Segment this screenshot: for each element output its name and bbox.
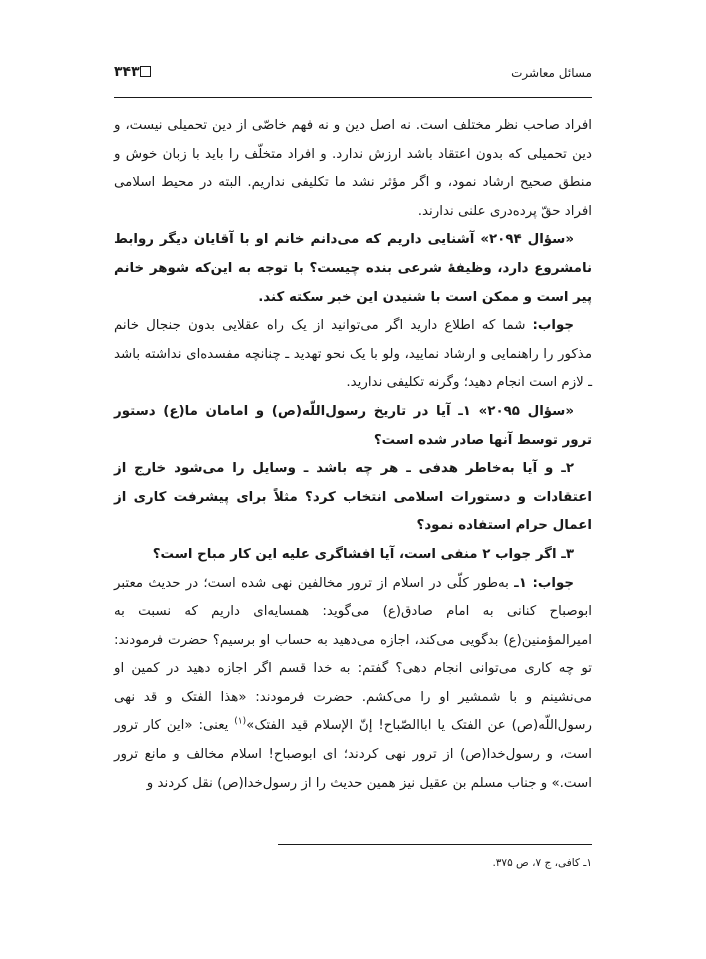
footnote-reference[interactable]: (۱) bbox=[234, 717, 247, 727]
answer-text-continued: یعنی: «این کار ترور است، و رسول‌خدا(ص) از ترور نهی کردند؛ ای ابوصباح! اسلام مخالف و مانع ترور است.» و جناب مسلم بن عقیل نیز همین حدیث را از رسول‌خدا(ص) نقل کردند و bbox=[114, 718, 592, 791]
answer-2094 bbox=[114, 312, 592, 398]
question-2095 bbox=[114, 398, 592, 455]
footnote: ۱ـ کافی، ج ۷، ص ۳۷۵. bbox=[492, 857, 592, 869]
question-label: «سؤال ۲۰۹۴» bbox=[480, 232, 574, 248]
question-label: «سؤال ۲۰۹۵» bbox=[478, 403, 575, 419]
header-divider bbox=[114, 97, 592, 98]
page-header bbox=[114, 62, 592, 88]
main-text bbox=[114, 112, 592, 812]
answer-label: جواب: ۱ـ bbox=[514, 575, 575, 591]
page-number-text: ۳۴۳ bbox=[114, 64, 140, 80]
question-text: آشنایی داریم که می‌دانم خانم او با آقایان دیگر روابط نامشروع دارد، وظیفهٔ شرعی بنده چیست؟ با توجه به این‌که شوهر خانم پیر است و ممکن است با شنیدن این خبر سکته کند. bbox=[114, 232, 592, 305]
paragraph-continuation: افراد صاحب نظر مختلف است. نه اصل دین و نه فهم خاصّی از دین تحمیلی نیست، و دین تحمیلی که بدون اعتقاد باشد ارزش ندارد. و افراد متخلّف را باید با زبان خوش و منطق صحیح ارشاد نمود، و اگر مؤثر نشد ما تکلیفی نداریم. البته در محیط اسلامی افراد حقّ پرده‌دری علنی ندارند. bbox=[114, 118, 592, 219]
answer-label: جواب: bbox=[532, 318, 574, 334]
page-number bbox=[114, 64, 156, 80]
square-ornament-icon bbox=[140, 66, 151, 77]
question-2095-part3: ۳ـ اگر جواب ۲ منفی است، آیا افشاگری علیه این کار مباح است؟ bbox=[152, 546, 574, 562]
question-2095-part2: ۲ـ و آیا به‌خاطر هدفی ـ هر چه باشد ـ وسایل را می‌شود خارج از اعتقادات و دستورات اسلامی انتخاب کرد؟ مثلاً برای پیشرفت کاری از اعمال حرام استفاده نمود؟ bbox=[114, 461, 592, 534]
footnote-divider bbox=[278, 844, 592, 845]
running-title: مسائل معاشرت bbox=[511, 66, 592, 80]
answer-2095 bbox=[114, 570, 592, 799]
answer-text: شما که اطلاع دارید اگر می‌توانید از یک راه عقلایی بدون جنجال خانم مذکور را راهنمایی و ارشاد نمایید، ولو با یک نحو تهدید ـ چنانچه مفسده‌ای نداشته باشد ـ لازم است انجام دهید؛ وگرنه تکلیفی ندارید. bbox=[114, 318, 592, 391]
question-text: ۱ـ آیا در تاریخ رسول‌اللّه(ص) و امامان ما(ع) دستور ترور توسط آنها صادر شده است؟ bbox=[114, 403, 592, 448]
question-2094 bbox=[114, 226, 592, 312]
answer-text-hadith: به‌طور کلّی در اسلام از ترور مخالفین نهی شده است؛ در حدیث معتبر ابوصباح کنانی به امام صادق(ع) می‌گوید: همسایه‌ای داریم که نسبت به امیرالمؤمنین(ع) بدگویی می‌کند، اجازه می‌دهید به حساب او برسیم؟ حضرت فرمودند: تو چه کاری می‌توانی انجام دهی؟ گفتم: به خدا قسم اگر اجازه دهید در کمین او می‌نشینم و با شمشیر او را می‌کشم. حضرت فرمودند: «هذا الفتک و قد نهی رسول‌اللّه(ص) عن الفتک یا اباالصّباح! إنّ الإسلام قید الفتک» bbox=[114, 575, 592, 734]
